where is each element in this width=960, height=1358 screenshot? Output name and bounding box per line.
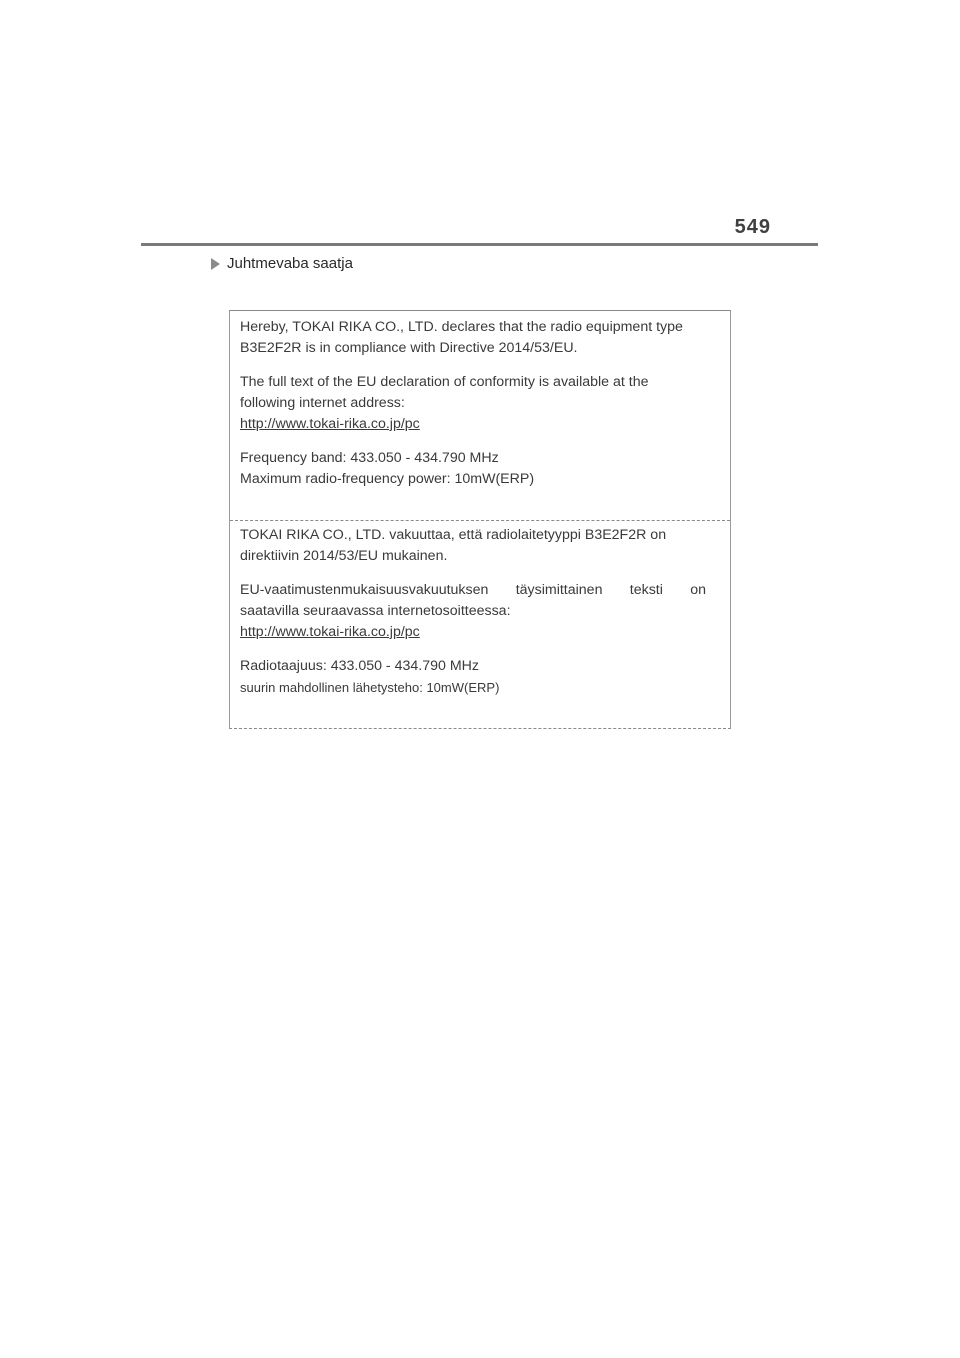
triangle-right-icon [211,258,220,270]
max-power: Maximum radio-frequency power: 10mW(ERP) [240,471,535,487]
fulltext-word: täysimittainen [515,582,603,598]
declaration-line-1: TOKAI RIKA CO., LTD. vakuuttaa, että radiolaitetyyppi B3E2F2R on [240,527,667,543]
section-divider [230,520,730,521]
fulltext-word: EU-vaatimustenmukaisuusvakuutuksen [240,582,489,598]
spacer [240,435,724,448]
conformity-url-link[interactable]: http://www.tokai-rika.co.jp/pc [240,624,420,640]
frequency-band: Frequency band: 433.050 - 434.790 MHz [240,450,499,466]
fulltext-line-1: The full text of the EU declaration of conformity is available at the [240,374,649,390]
conformity-url-link[interactable]: http://www.tokai-rika.co.jp/pc [240,416,420,432]
spacer [240,359,724,372]
section-heading [211,255,353,272]
header-rule [141,243,818,246]
fulltext-word: on [690,582,706,598]
fulltext-line-1 [240,580,724,601]
label-section-finnish [240,525,724,698]
declaration-line-2: B3E2F2R is in compliance with Directive 2014/53/EU. [240,340,578,356]
spacer [240,567,724,580]
compliance-label [229,310,731,729]
fulltext-word: teksti [629,582,663,598]
spacer [240,643,724,656]
section-heading-text: Juhtmevaba saatja [227,255,353,272]
label-section-english [240,317,724,490]
frequency-band: Radiotaajuus: 433.050 - 434.790 MHz [240,658,479,674]
declaration-line-2: direktiivin 2014/53/EU mukainen. [240,548,448,564]
declaration-line-1: Hereby, TOKAI RIKA CO., LTD. declares that the radio equipment type [240,319,683,335]
max-power: suurin mahdollinen lähetysteho: 10mW(ERP) [240,680,500,695]
fulltext-line-2: following internet address: [240,395,405,411]
fulltext-line-2: saatavilla seuraavassa internetosoitteessa: [240,603,511,619]
page-number: 549 [734,216,771,238]
